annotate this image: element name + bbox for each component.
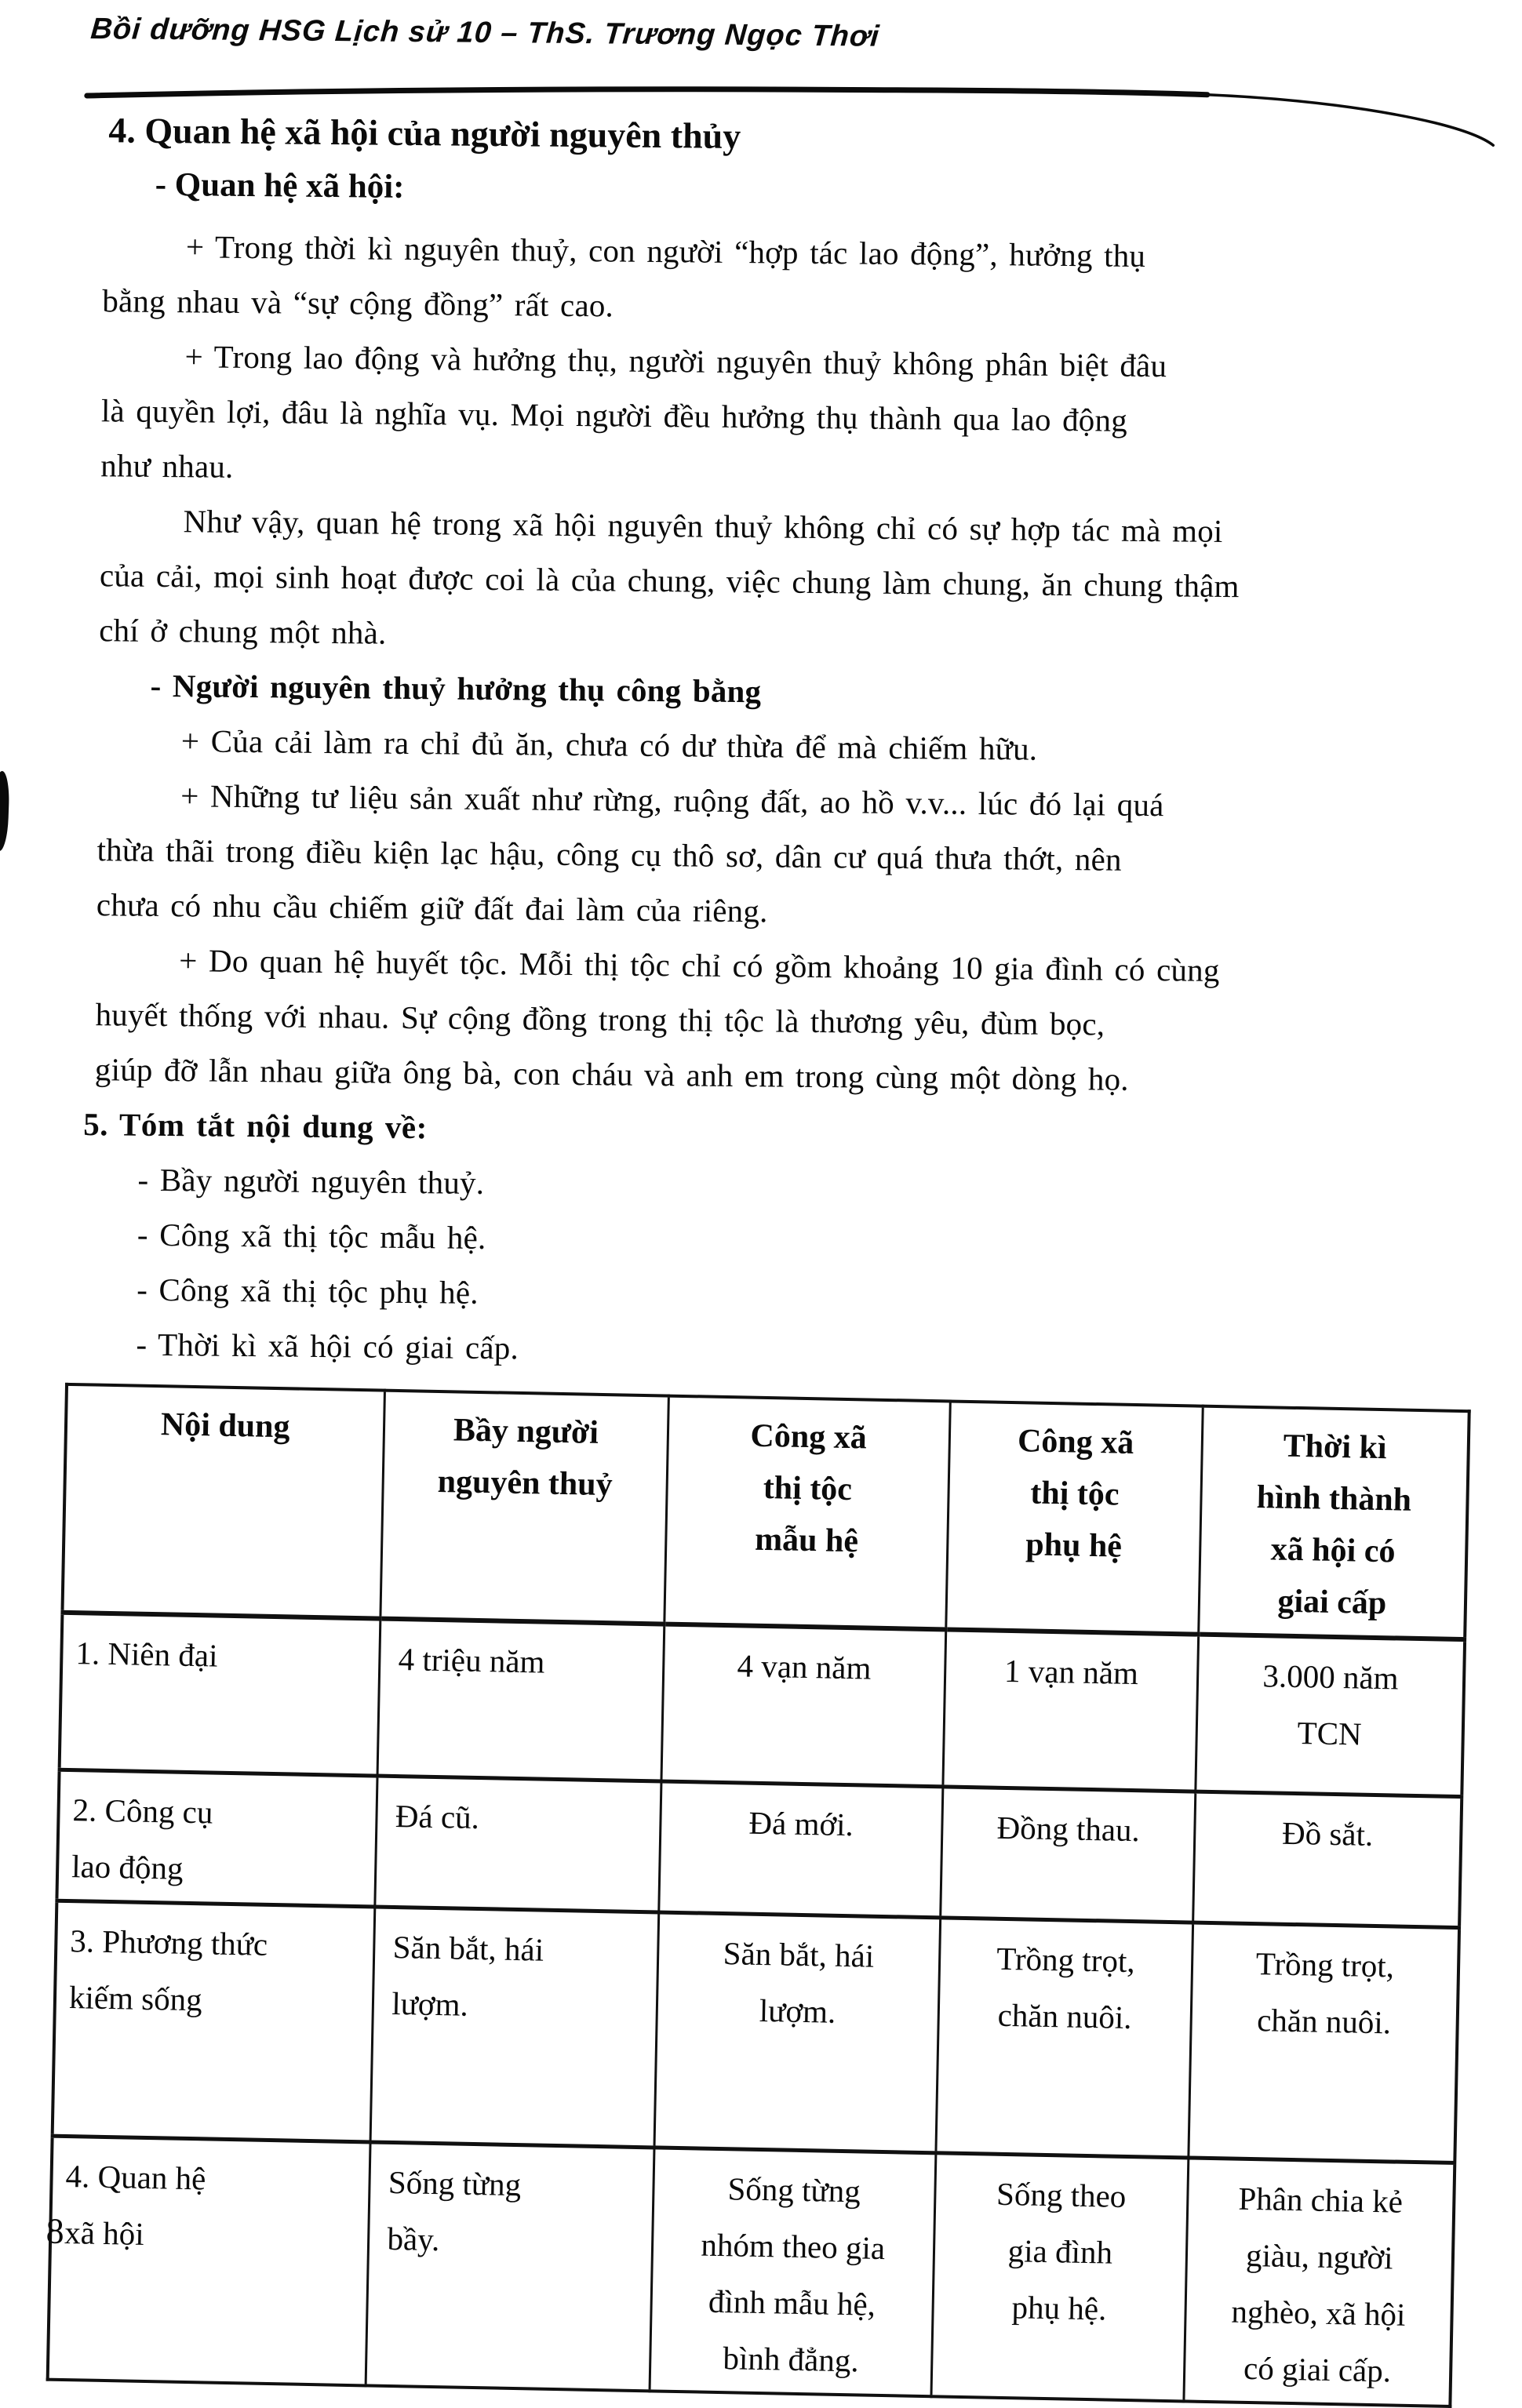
table-header-cell: Nội dung [62,1384,384,1619]
table-cell: 2. Công cụ lao động [56,1770,377,1907]
text-line: + Trong lao động và hưởng thụ, người nguyên thuỷ không phân biệt đâu [184,338,1167,384]
text-line: + Những tư liệu sản xuất như rừng, ruộng đất, ao hồ v.v... lúc đó lại quá [180,777,1164,824]
text-line: - Công xã thị tộc mẫu hệ. [137,1216,486,1256]
text-line: + Do quan hệ huyết tộc. Mỗi thị tộc chỉ có gồm khoảng 10 gia đình có cùng [179,942,1220,988]
table-cell: 4 triệu năm [377,1619,664,1781]
text-line: - Công xã thị tộc phụ hệ. [137,1271,479,1311]
table-cell: Săn bắt, hái lượm. [654,1911,941,2152]
page-number: 8 [46,2210,64,2251]
table-cell: Sống theo gia đình phụ hệ. [931,2152,1189,2401]
table-cell: Phân chia kẻ giàu, người nghèo, xã hội có giai cấp. [1184,2157,1455,2406]
table-header-cell: Thời kì hình thành xã hội có giai cấp [1198,1406,1469,1639]
table-cell: 4 vạn năm [661,1624,946,1787]
paragraph-lines [81,218,1488,1384]
table-header-cell: Công xã thị tộc phụ hệ [946,1401,1203,1634]
text-line: giúp đỡ lẫn nhau giữa ông bà, con cháu và anh em trong cùng một dòng họ. [94,1051,1129,1097]
text-line: huyết thống với nhau. Sự cộng đồng trong thị tộc là thương yêu, đùm bọc, [95,996,1105,1042]
text-line: + Của cải làm ra chỉ đủ ăn, chưa có dư thừa để mà chiếm hữu. [180,722,1038,767]
table-row [60,1613,1466,1796]
table-header-cell: Công xã thị tộc mẫu hệ [664,1396,950,1630]
table-cell: Đồng thau. [941,1786,1196,1922]
table-cell: Săn bắt, hái lượm. [370,1907,658,2148]
table-row [53,1901,1459,2162]
text-line: 5. Tóm tắt nội dung về: [83,1106,428,1146]
text-line: bằng nhau và “sự cộng đồng” rất cao. [102,282,614,324]
table-cell: Trồng trọt, chăn nuôi. [936,1917,1193,2157]
table-cell: Trồng trọt, chăn nuôi. [1189,1922,1459,2162]
table-cell: 3. Phương thức kiếm sống [53,1901,376,2142]
text-line: thừa thãi trong điều kiện lạc hậu, công cụ thô sơ, dân cư quá thưa thớt, nên [96,831,1122,878]
text-line: + Trong thời kì nguyên thuỷ, con người “hợp tác lao động”, hưởng thụ [185,228,1146,274]
table-header-cell: Bầy người nguyên thuỷ [380,1391,668,1624]
text-line: của cải, mọi sinh hoạt được coi là của chung, việc chung làm chung, ăn chung thậm [99,557,1240,605]
table-cell: Đá mới. [658,1781,943,1917]
table-cell: Đồ sắt. [1192,1791,1462,1927]
text-line: là quyền lợi, đâu là nghĩa vụ. Mọi người đều hưởng thụ thành qua lao động [100,392,1128,438]
table-cell: Sống từng bầy. [366,2141,654,2390]
section-4-heading: 4. Quan hệ xã hội của người nguyên thủy [108,110,741,157]
main-text-block [0,106,1521,1385]
table-row [56,1770,1462,1927]
table-body [48,1613,1465,2406]
table-cell: Đá cũ. [375,1776,661,1912]
summary-table-wrap [46,1383,1471,2408]
text-line: - Người nguyên thuỷ hưởng thụ công bằng [150,667,762,710]
text-line: như nhau. [100,447,234,485]
text-line: chí ở chung một nhà. [99,612,387,651]
table-cell: 1. Niên đại [60,1613,381,1776]
text-line: chưa có nhu cầu chiếm giữ đất đai làm của riêng. [96,886,768,929]
table-header-row [62,1384,1469,1639]
text-line: Như vậy, quan hệ trong xã hội nguyên thuỷ không chỉ có sự hợp tác mà mọi [183,503,1223,549]
table-cell: 3.000 năm TCN [1196,1635,1466,1796]
text-line: - Thời kì xã hội có giai cấp. [136,1326,519,1366]
text-line: - Bầy người nguyên thuỷ. [137,1161,485,1201]
table-cell: 4. Quan hệ xã hội [48,2136,371,2385]
table-row [48,2136,1455,2406]
section-4-subheading: - Quan hệ xã hội: [155,166,405,206]
summary-table [46,1383,1471,2408]
table-cell: 1 vạn năm [943,1629,1199,1791]
running-head: Bồi dưỡng HSG Lịch sử 10 – ThS. Trương Ngọc Thơi [89,13,881,53]
table-cell: Sống từng nhóm theo gia đình mẫu hệ, bình đẳng. [650,2147,936,2395]
